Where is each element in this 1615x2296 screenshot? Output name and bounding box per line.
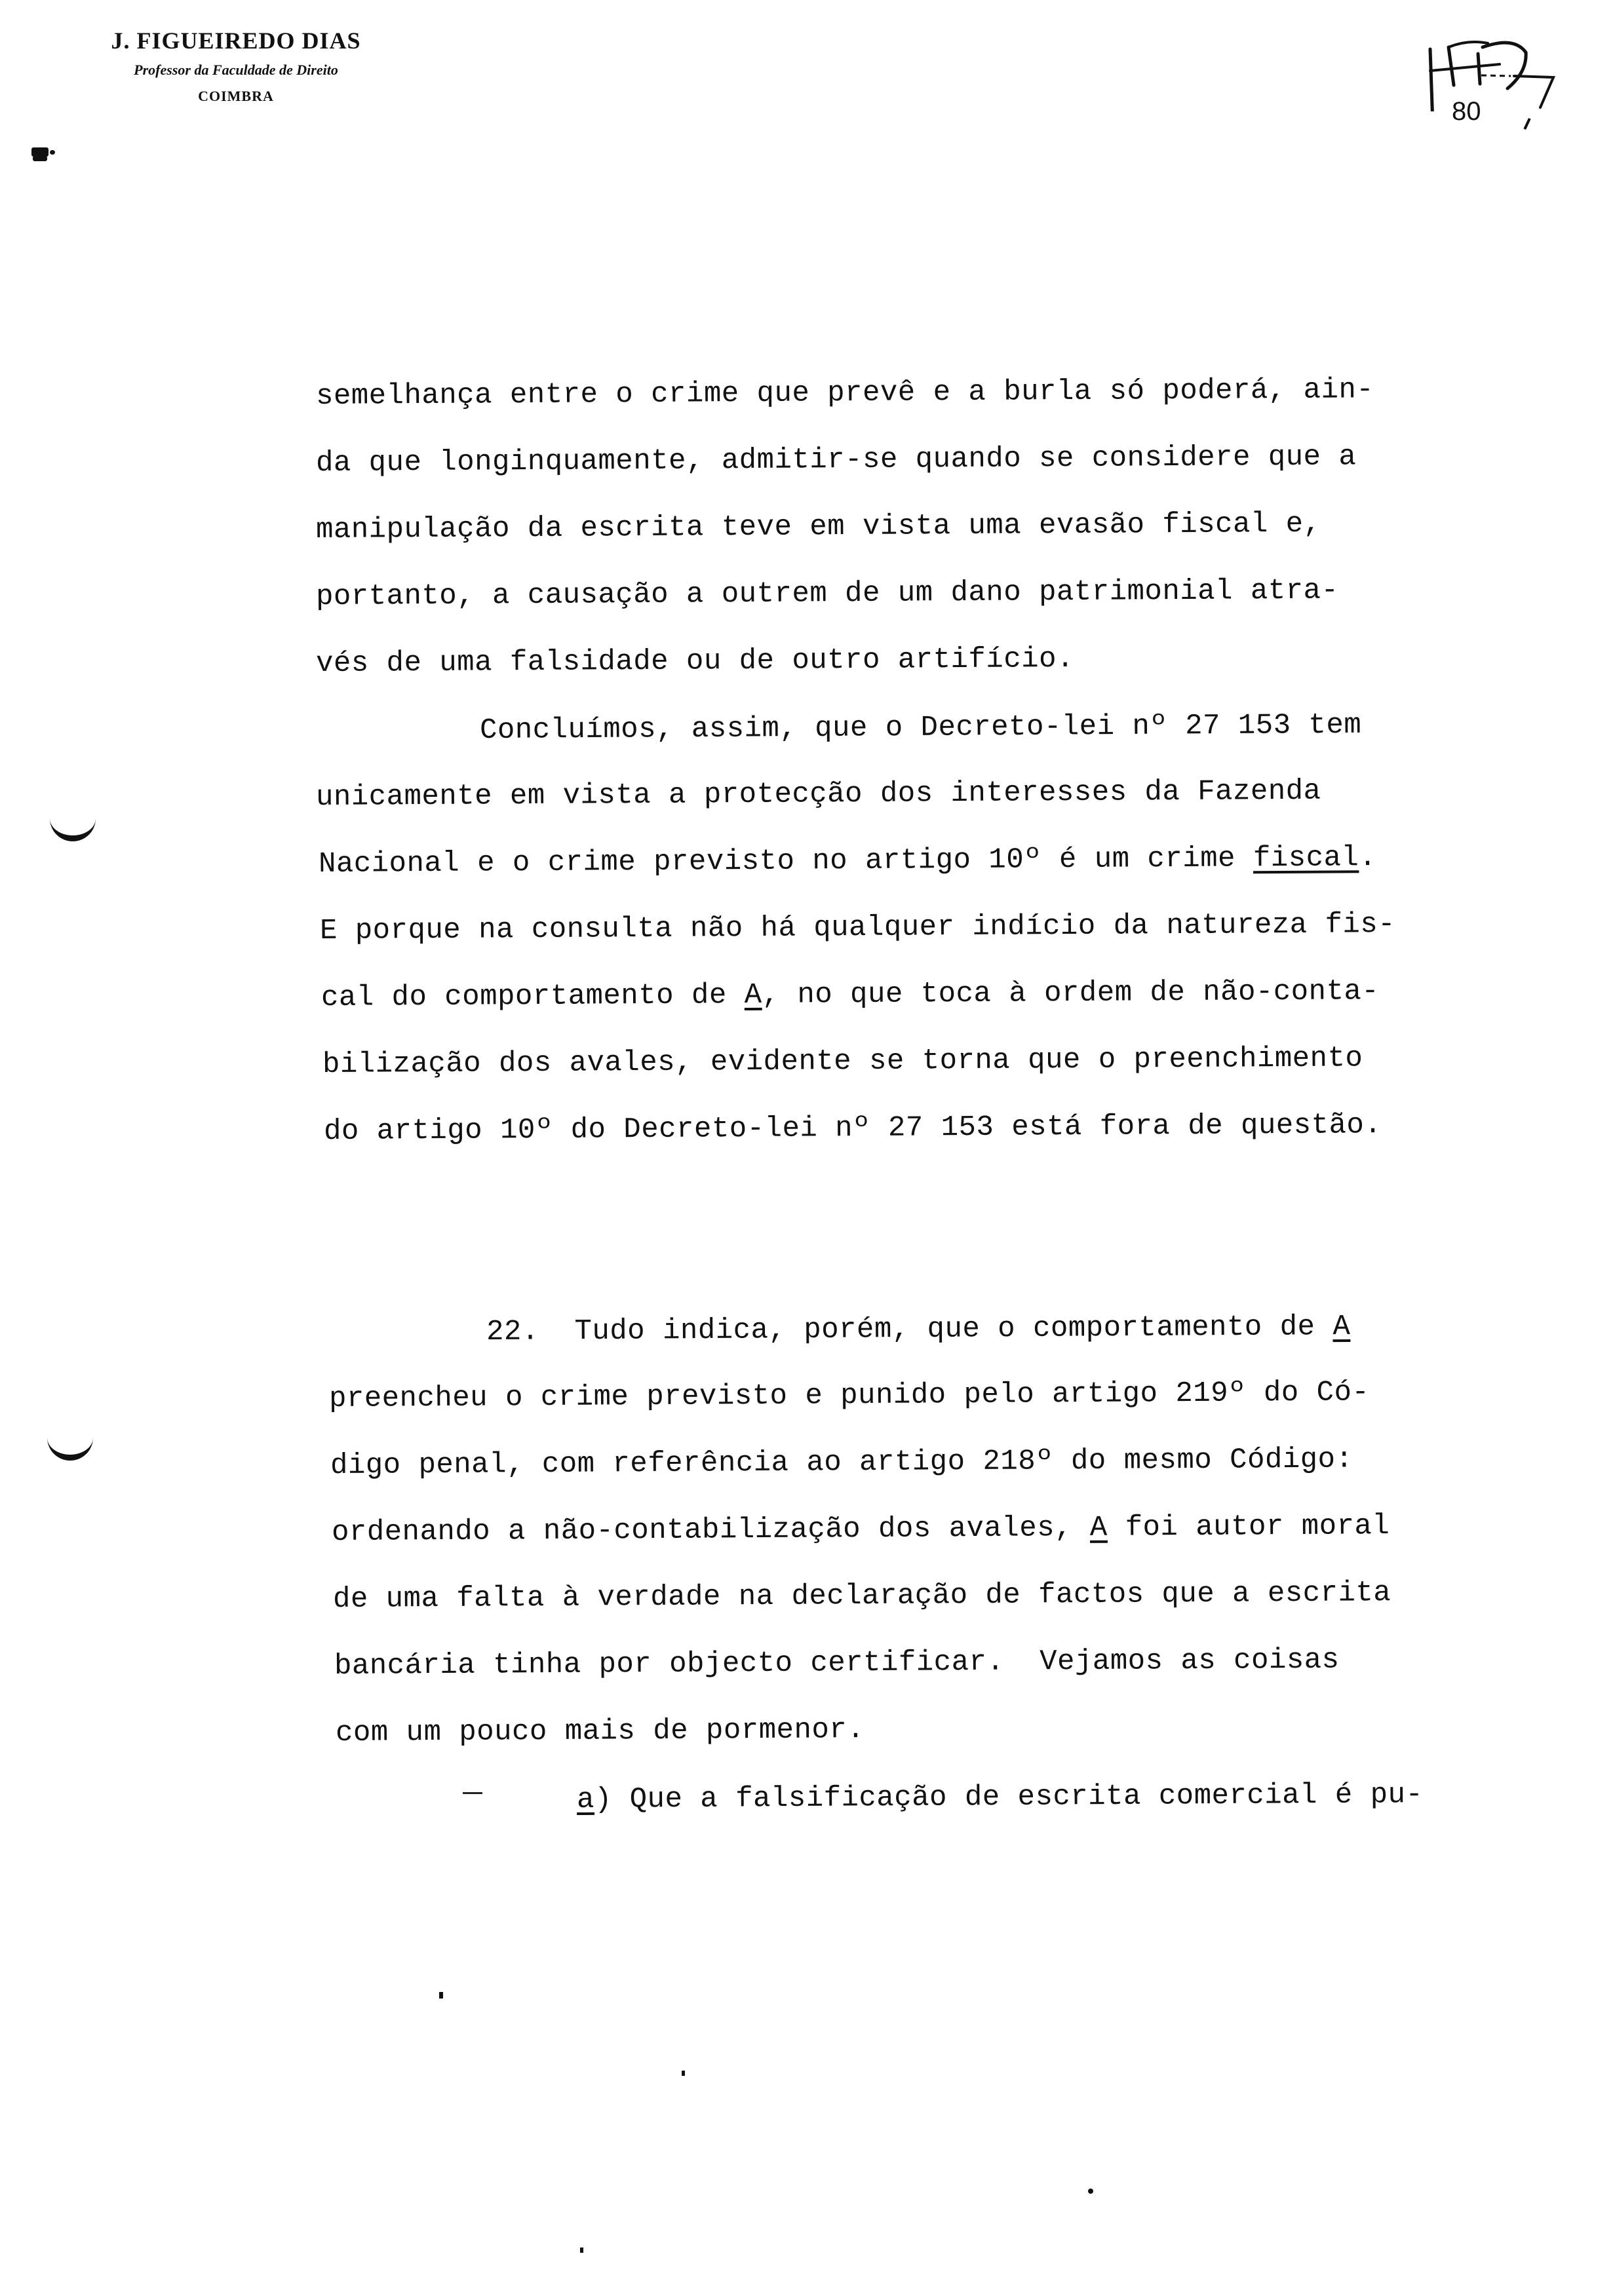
text-segment: cal do comportamento de xyxy=(321,979,745,1014)
text-line xyxy=(319,838,1377,884)
page-number: 80 xyxy=(1452,97,1481,126)
scan-speck xyxy=(439,1992,443,1999)
underlined-letter: A xyxy=(1089,1511,1108,1544)
handwritten-initials-icon xyxy=(1422,20,1566,111)
text-line: Concluímos, assim, que o Decreto-lei nº 27 153 tem xyxy=(479,708,1362,747)
text-line: do artigo 10º do Decreto-lei nº 27 153 está fora de questão. xyxy=(323,1109,1382,1148)
hole-punch-mark xyxy=(47,1435,93,1461)
text-line: com um pouco mais de pormenor. xyxy=(335,1713,865,1750)
dash-mark xyxy=(463,1792,482,1794)
text-segment: foi autor moral xyxy=(1107,1510,1390,1544)
text-segment: . xyxy=(1359,841,1377,875)
text-line: portanto, a causação a outrem de um dano patrimonial atra- xyxy=(315,574,1339,613)
letterhead xyxy=(59,26,413,107)
text-line xyxy=(332,1506,1390,1552)
text-line: manipulação da escrita teve em vista uma evasão fiscal e, xyxy=(315,507,1321,546)
text-line: bilização dos avales, evidente se torna que o preenchimento xyxy=(322,1042,1363,1081)
scan-speck xyxy=(580,2248,583,2253)
underlined-letter: A xyxy=(1333,1310,1351,1344)
list-item-line xyxy=(577,1775,1424,1820)
text-line xyxy=(321,972,1380,1018)
section-heading-line xyxy=(486,1307,1351,1352)
underlined-letter: A xyxy=(744,978,762,1012)
text-line: preencheu o crime previsto e punido pelo artigo 219º do Có- xyxy=(328,1376,1370,1415)
text-segment: , no que toca à ordem de não-conta- xyxy=(762,975,1380,1012)
text-line: E porque na consulta não há qualquer indício da natureza fis- xyxy=(319,908,1396,947)
text-line: unicamente em vista a protecção dos interesses da Fazenda xyxy=(315,775,1321,814)
text-segment: Nacional e o crime previsto no artigo 10º é um crime xyxy=(318,842,1254,881)
underlined-word: fiscal xyxy=(1253,841,1359,875)
hole-punch-mark xyxy=(50,816,96,841)
ink-mark xyxy=(1523,118,1530,130)
author-name: J. FIGUEIREDO DIAS xyxy=(111,28,361,54)
text-line: vés de uma falsidade ou de outro artifício. xyxy=(315,642,1075,680)
author-title: Professor da Faculdade de Direito xyxy=(134,62,338,78)
text-segment: 22. Tudo indica, porém, que o comportamento de xyxy=(486,1311,1333,1349)
text-line: semelhança entre o crime que prevê e a burla só poderá, ain- xyxy=(315,373,1374,413)
scan-artifact xyxy=(50,150,55,155)
scan-speck xyxy=(1088,2189,1093,2194)
text-line: de uma falta à verdade na declaração de factos que a escrita xyxy=(332,1577,1391,1616)
scan-artifact xyxy=(31,147,49,157)
scan-artifact xyxy=(33,156,47,161)
author-city: COIMBRA xyxy=(198,88,274,104)
list-marker: a xyxy=(576,1783,595,1816)
text-line: bancária tinha por objecto certificar. Vejamos as coisas xyxy=(334,1643,1340,1683)
scan-speck xyxy=(682,2071,685,2076)
text-segment: ordenando a não-contabilização dos avales, xyxy=(331,1511,1091,1549)
text-line: digo penal, com referência ao artigo 218º do mesmo Código: xyxy=(330,1443,1353,1482)
text-segment: ) Que a falsificação de escrita comercial é pu- xyxy=(594,1778,1424,1816)
text-line: da que longinquamente, admitir-se quando se considere que a xyxy=(315,440,1357,480)
